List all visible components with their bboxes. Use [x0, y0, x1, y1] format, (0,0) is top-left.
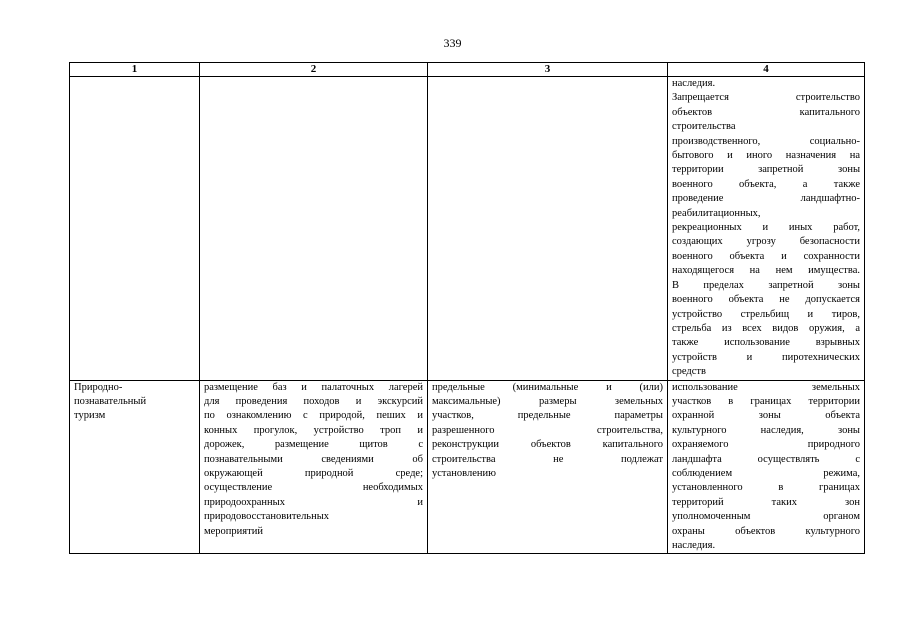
cell-line: туризм	[74, 410, 106, 422]
cell-line: познавательными сведениями об	[204, 453, 423, 465]
cell-line: познавательный	[74, 395, 147, 407]
cell-line: проведение ландшафтно-	[672, 193, 860, 205]
row2-col4	[668, 380, 865, 554]
row2-col3	[428, 380, 668, 554]
header-col-1: 1	[70, 63, 200, 77]
cell-line: наследия.	[672, 540, 716, 551]
cell-line: территории запретной зоны	[672, 164, 860, 176]
cell-line: размещение баз и палаточных лагерей	[204, 381, 423, 393]
cell-line: устройство стрельбищ и тиров,	[672, 308, 860, 320]
cell-line: реабилитационных,	[672, 207, 761, 219]
cell-line: максимальные) размеры земельных	[432, 395, 663, 407]
cell-line: объектов капитального	[672, 106, 860, 118]
cell-line: природовосстановительных	[204, 511, 330, 523]
cell-line: охраняемого природного	[672, 439, 860, 451]
row2-col1	[70, 380, 200, 554]
cell-line: военного объекта и сохранности	[672, 250, 860, 262]
cell-line: рекреационных и иных работ,	[672, 222, 860, 234]
table-row	[70, 77, 865, 381]
cell-line: по ознакомлению с природой, пеших и	[204, 410, 423, 422]
cell-line: военного объекта, а также	[672, 178, 860, 190]
cell-line: использование земельных	[672, 381, 860, 393]
cell-line: Запрещается строительство	[672, 92, 860, 104]
row1-col3	[428, 77, 668, 381]
cell-line: для проведения походов и экскурсий	[204, 395, 423, 407]
cell-line: установлению	[432, 467, 496, 479]
row2-col4-text	[672, 381, 860, 554]
cell-line: ландшафта осуществлять с	[672, 453, 860, 465]
cell-line: В пределах запретной зоны	[672, 279, 860, 291]
table-row	[70, 380, 865, 554]
cell-line: охранной зоны объекта	[672, 410, 860, 422]
header-col-3: 3	[428, 63, 668, 77]
cell-line: производственного, социально-	[672, 135, 860, 147]
cell-line: природоохранных и	[204, 496, 423, 508]
row1-col2	[200, 77, 428, 381]
row1-col4-text	[672, 77, 860, 380]
cell-line: также использование взрывных	[672, 337, 860, 349]
cell-line: культурного наследия, зоны	[672, 424, 860, 436]
cell-line: наследия.	[672, 78, 716, 89]
cell-line: установленного в границах	[672, 482, 860, 494]
cell-line: соблюдением режима,	[672, 467, 860, 479]
cell-line: строительства не подлежат	[432, 453, 663, 465]
row2-col2	[200, 380, 428, 554]
header-col-4: 4	[668, 63, 865, 77]
cell-line: создающих угрозу безопасности	[672, 236, 860, 248]
page-number: 339	[443, 36, 462, 50]
row2-col1-text	[74, 381, 195, 424]
cell-line: территорий таких зон	[672, 496, 860, 508]
cell-line: охраны объектов культурного	[672, 525, 860, 537]
cell-line: средств	[672, 366, 706, 378]
cell-line: стрельба из всех видов оружия, а	[672, 322, 860, 334]
regulation-table	[69, 62, 865, 554]
header-row	[70, 63, 865, 77]
header-col-2: 2	[200, 63, 428, 77]
cell-line: осуществление необходимых	[204, 482, 423, 494]
cell-line: разрешенного строительства,	[432, 424, 663, 436]
cell-line: мероприятий	[204, 525, 263, 537]
cell-line: участков в границах территории	[672, 395, 860, 407]
cell-line: бытового и иного назначения на	[672, 150, 860, 162]
cell-line: военного объекта не допускается	[672, 294, 860, 306]
cell-line: окружающей природной среде;	[204, 467, 423, 479]
cell-line: участков, предельные параметры	[432, 410, 663, 422]
cell-line: уполномоченным органом	[672, 511, 860, 523]
cell-line: находящегося на нем имущества.	[672, 265, 860, 277]
row1-col4	[668, 77, 865, 381]
cell-line: предельные (минимальные и (или)	[432, 381, 663, 393]
row2-col2-text	[204, 381, 423, 539]
cell-line: реконструкции объектов капитального	[432, 439, 663, 451]
cell-line: дорожек, размещение щитов с	[204, 439, 423, 451]
cell-line: конных прогулок, устройство троп и	[204, 424, 423, 436]
cell-line: Природно-	[74, 381, 123, 393]
row2-col3-text	[432, 381, 663, 482]
row1-col1	[70, 77, 200, 381]
cell-line: строительства	[672, 121, 736, 133]
cell-line: устройств и пиротехнических	[672, 351, 860, 363]
